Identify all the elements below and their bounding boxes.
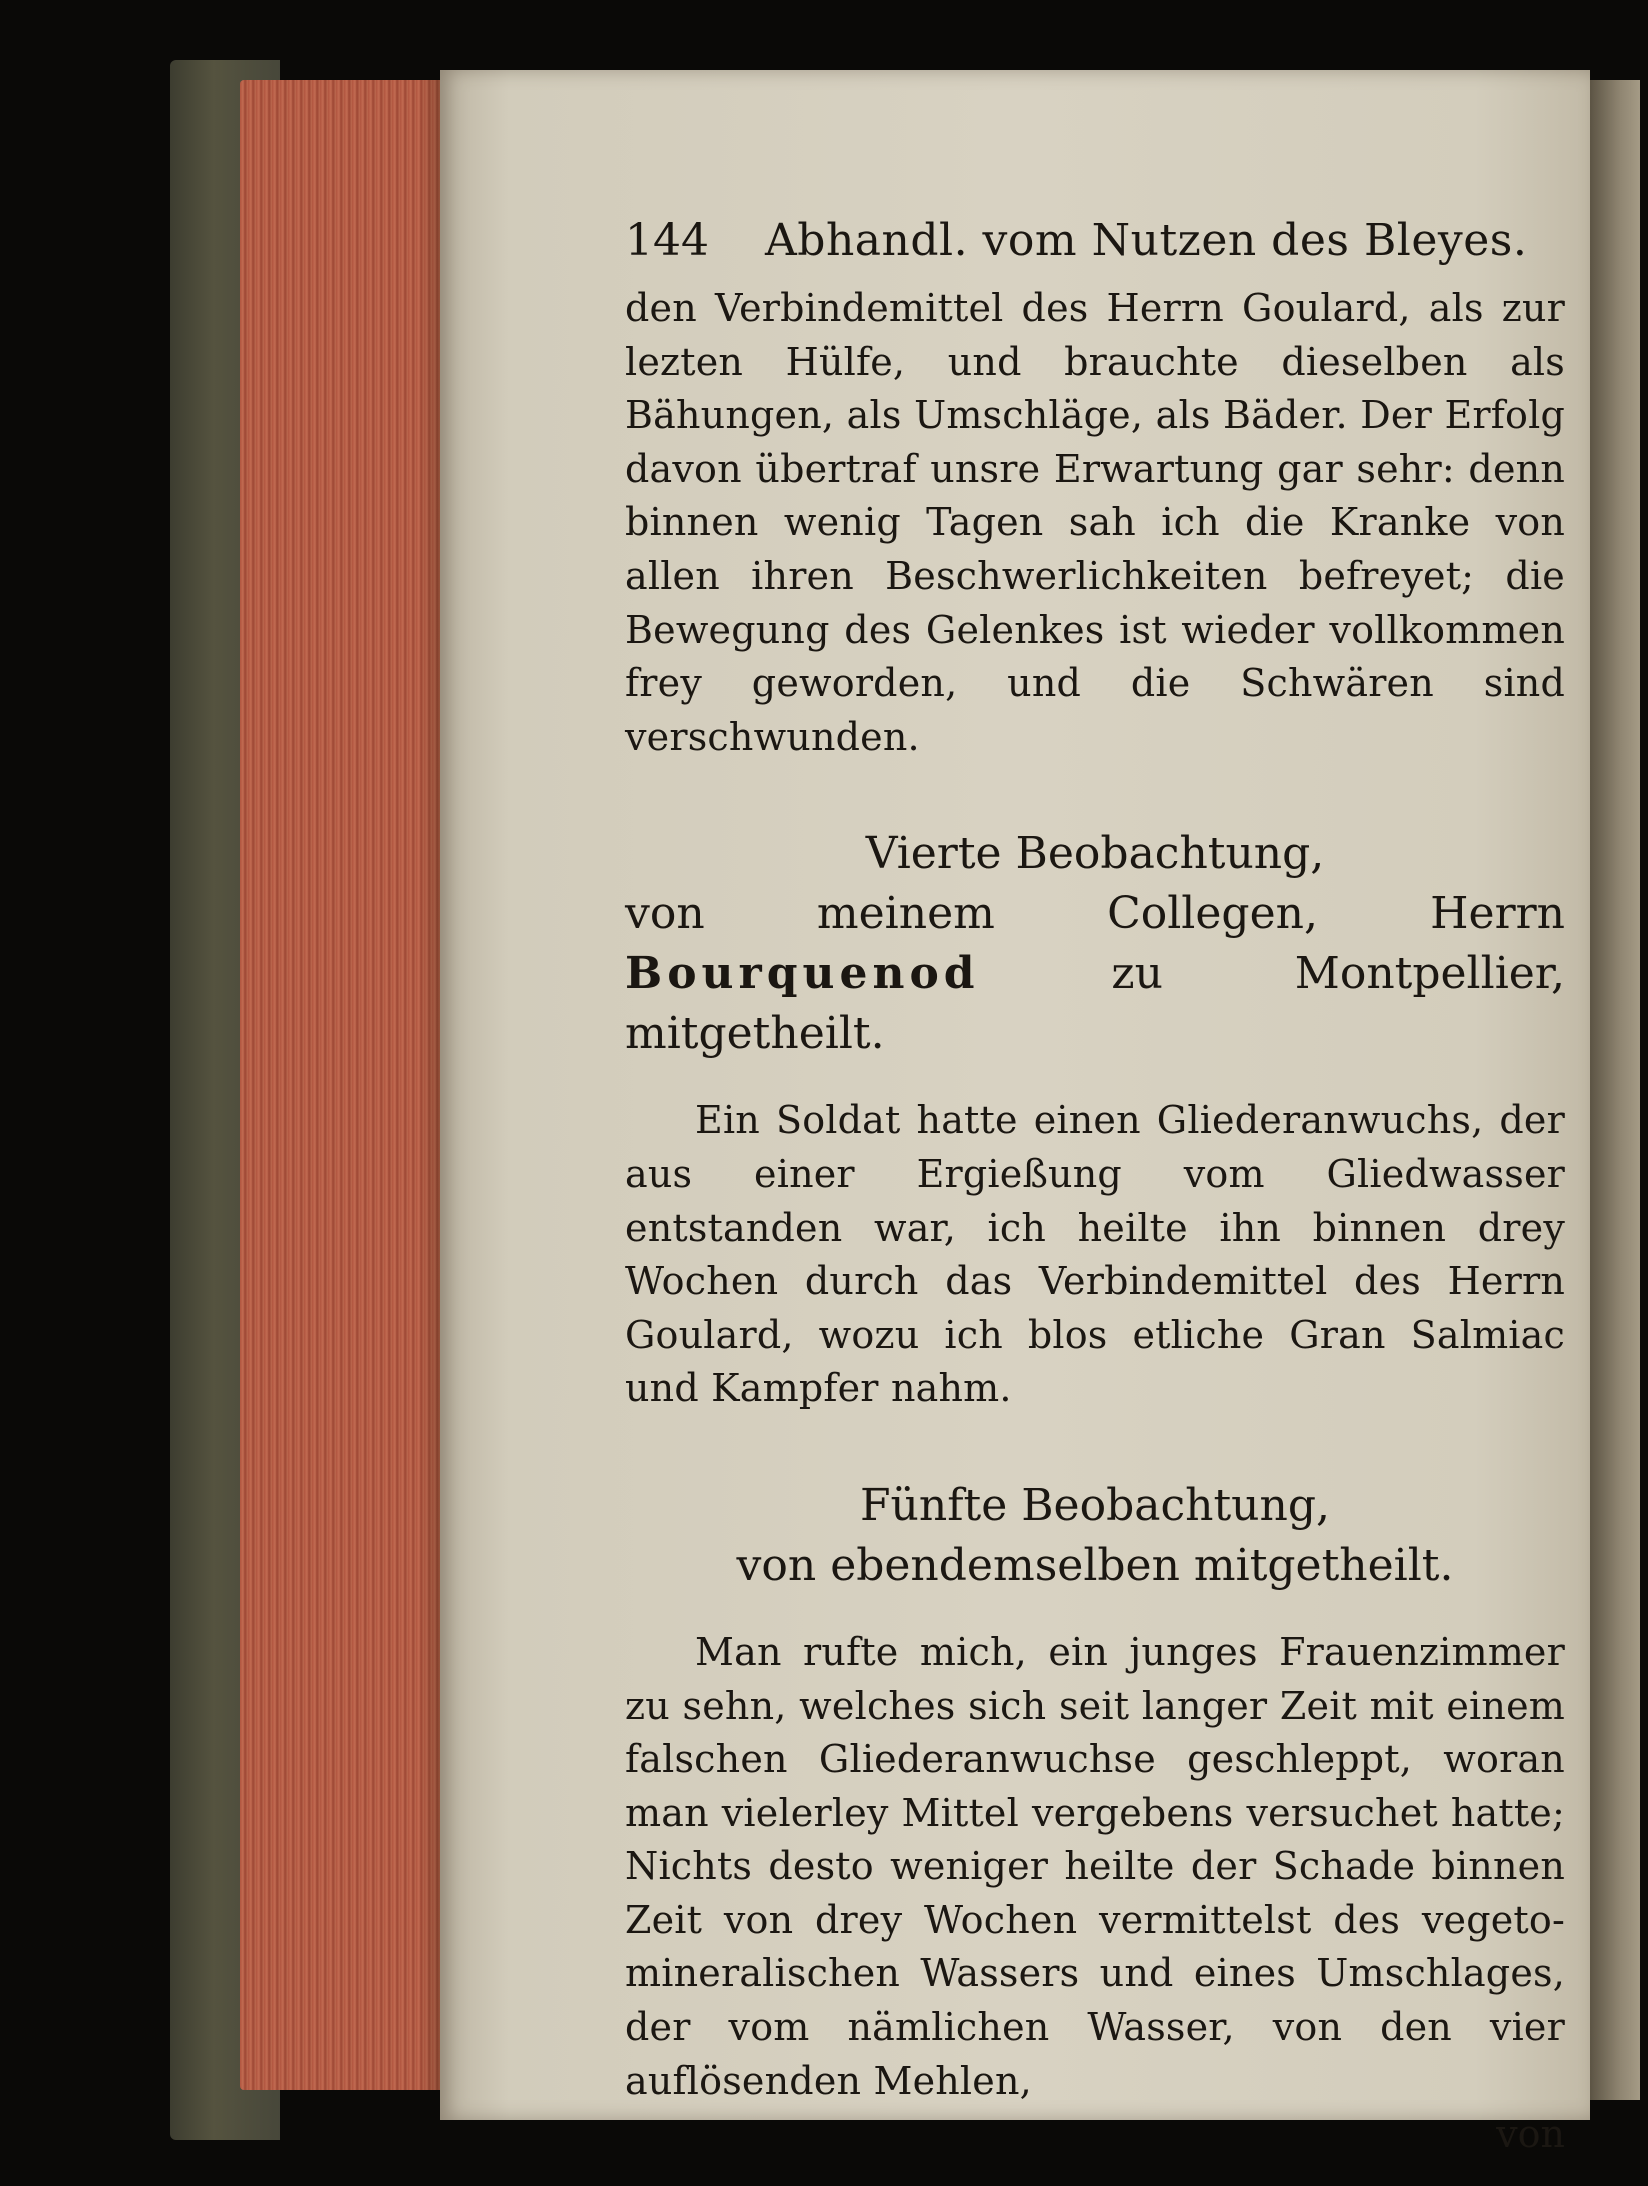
page-number: 144 — [625, 215, 709, 266]
catchword: von — [1496, 2112, 1565, 2157]
paragraph-continued: den Verbindemittel des Herrn Goulard, als zur lezten Hülfe, und brauchte dieselben als Bähungen, als Umschläge, als Bäder. Der Erfolg davon übertraf unsre Erwartung gar sehr: denn binnen wenig Tagen sah ich die Kranke von allen ihren Beschwerlichkeiten befreyet; die Bewegung des Gelenkes ist wieder vollkommen frey geworden, und die Schwären sind verschwunden. — [625, 286, 1565, 759]
observation-4-subtitle-suffix: zu Montpellier, mitgetheilt. — [625, 948, 1565, 1060]
page-edges — [240, 80, 450, 2090]
observation-4-subtitle — [625, 884, 1565, 1064]
running-title: Abhandl. vom Nutzen des Bleyes. — [765, 215, 1528, 266]
observation-5-subtitle: von ebendemselben mitgetheilt. — [736, 1539, 1454, 1591]
observation-4-title: Vierte Beobachtung, — [865, 828, 1325, 880]
observation-5-title: Fünfte Beobachtung, — [860, 1479, 1330, 1531]
running-header — [625, 215, 1565, 266]
observation-4-author-name: Bourquenod — [625, 948, 980, 1000]
adjacent-page-edge — [1590, 80, 1640, 2100]
observation-4-subtitle-prefix: von meinem Collegen, Herrn — [625, 888, 1565, 940]
observation-4-text: Ein Soldat hatte einen Gliederanwuchs, der aus einer Ergießung vom Gliedwasser entstanden war, ich heilte ihn binnen drey Wochen durch das Verbindemittel des Herrn Goulard, wozu ich blos etliche Gran Salmiac und Kampfer nahm. — [625, 1098, 1565, 1411]
observation-5-text: Man rufte mich, ein junges Frauenzimmer zu sehn, welches sich seit langer Zeit mit einem falschen Gliederanwuchse geschleppt, woran man vielerley Mittel vergebens versuchet hatte; Nichts desto weniger heilte der Schade binnen Zeit von drey Wochen vermittelst des vegeto-mineralischen Wassers und eines Umschlages, der vom nämlichen Wasser, von den vier auflösenden Mehlen, — [625, 1629, 1565, 2103]
page-text — [625, 215, 1565, 2162]
